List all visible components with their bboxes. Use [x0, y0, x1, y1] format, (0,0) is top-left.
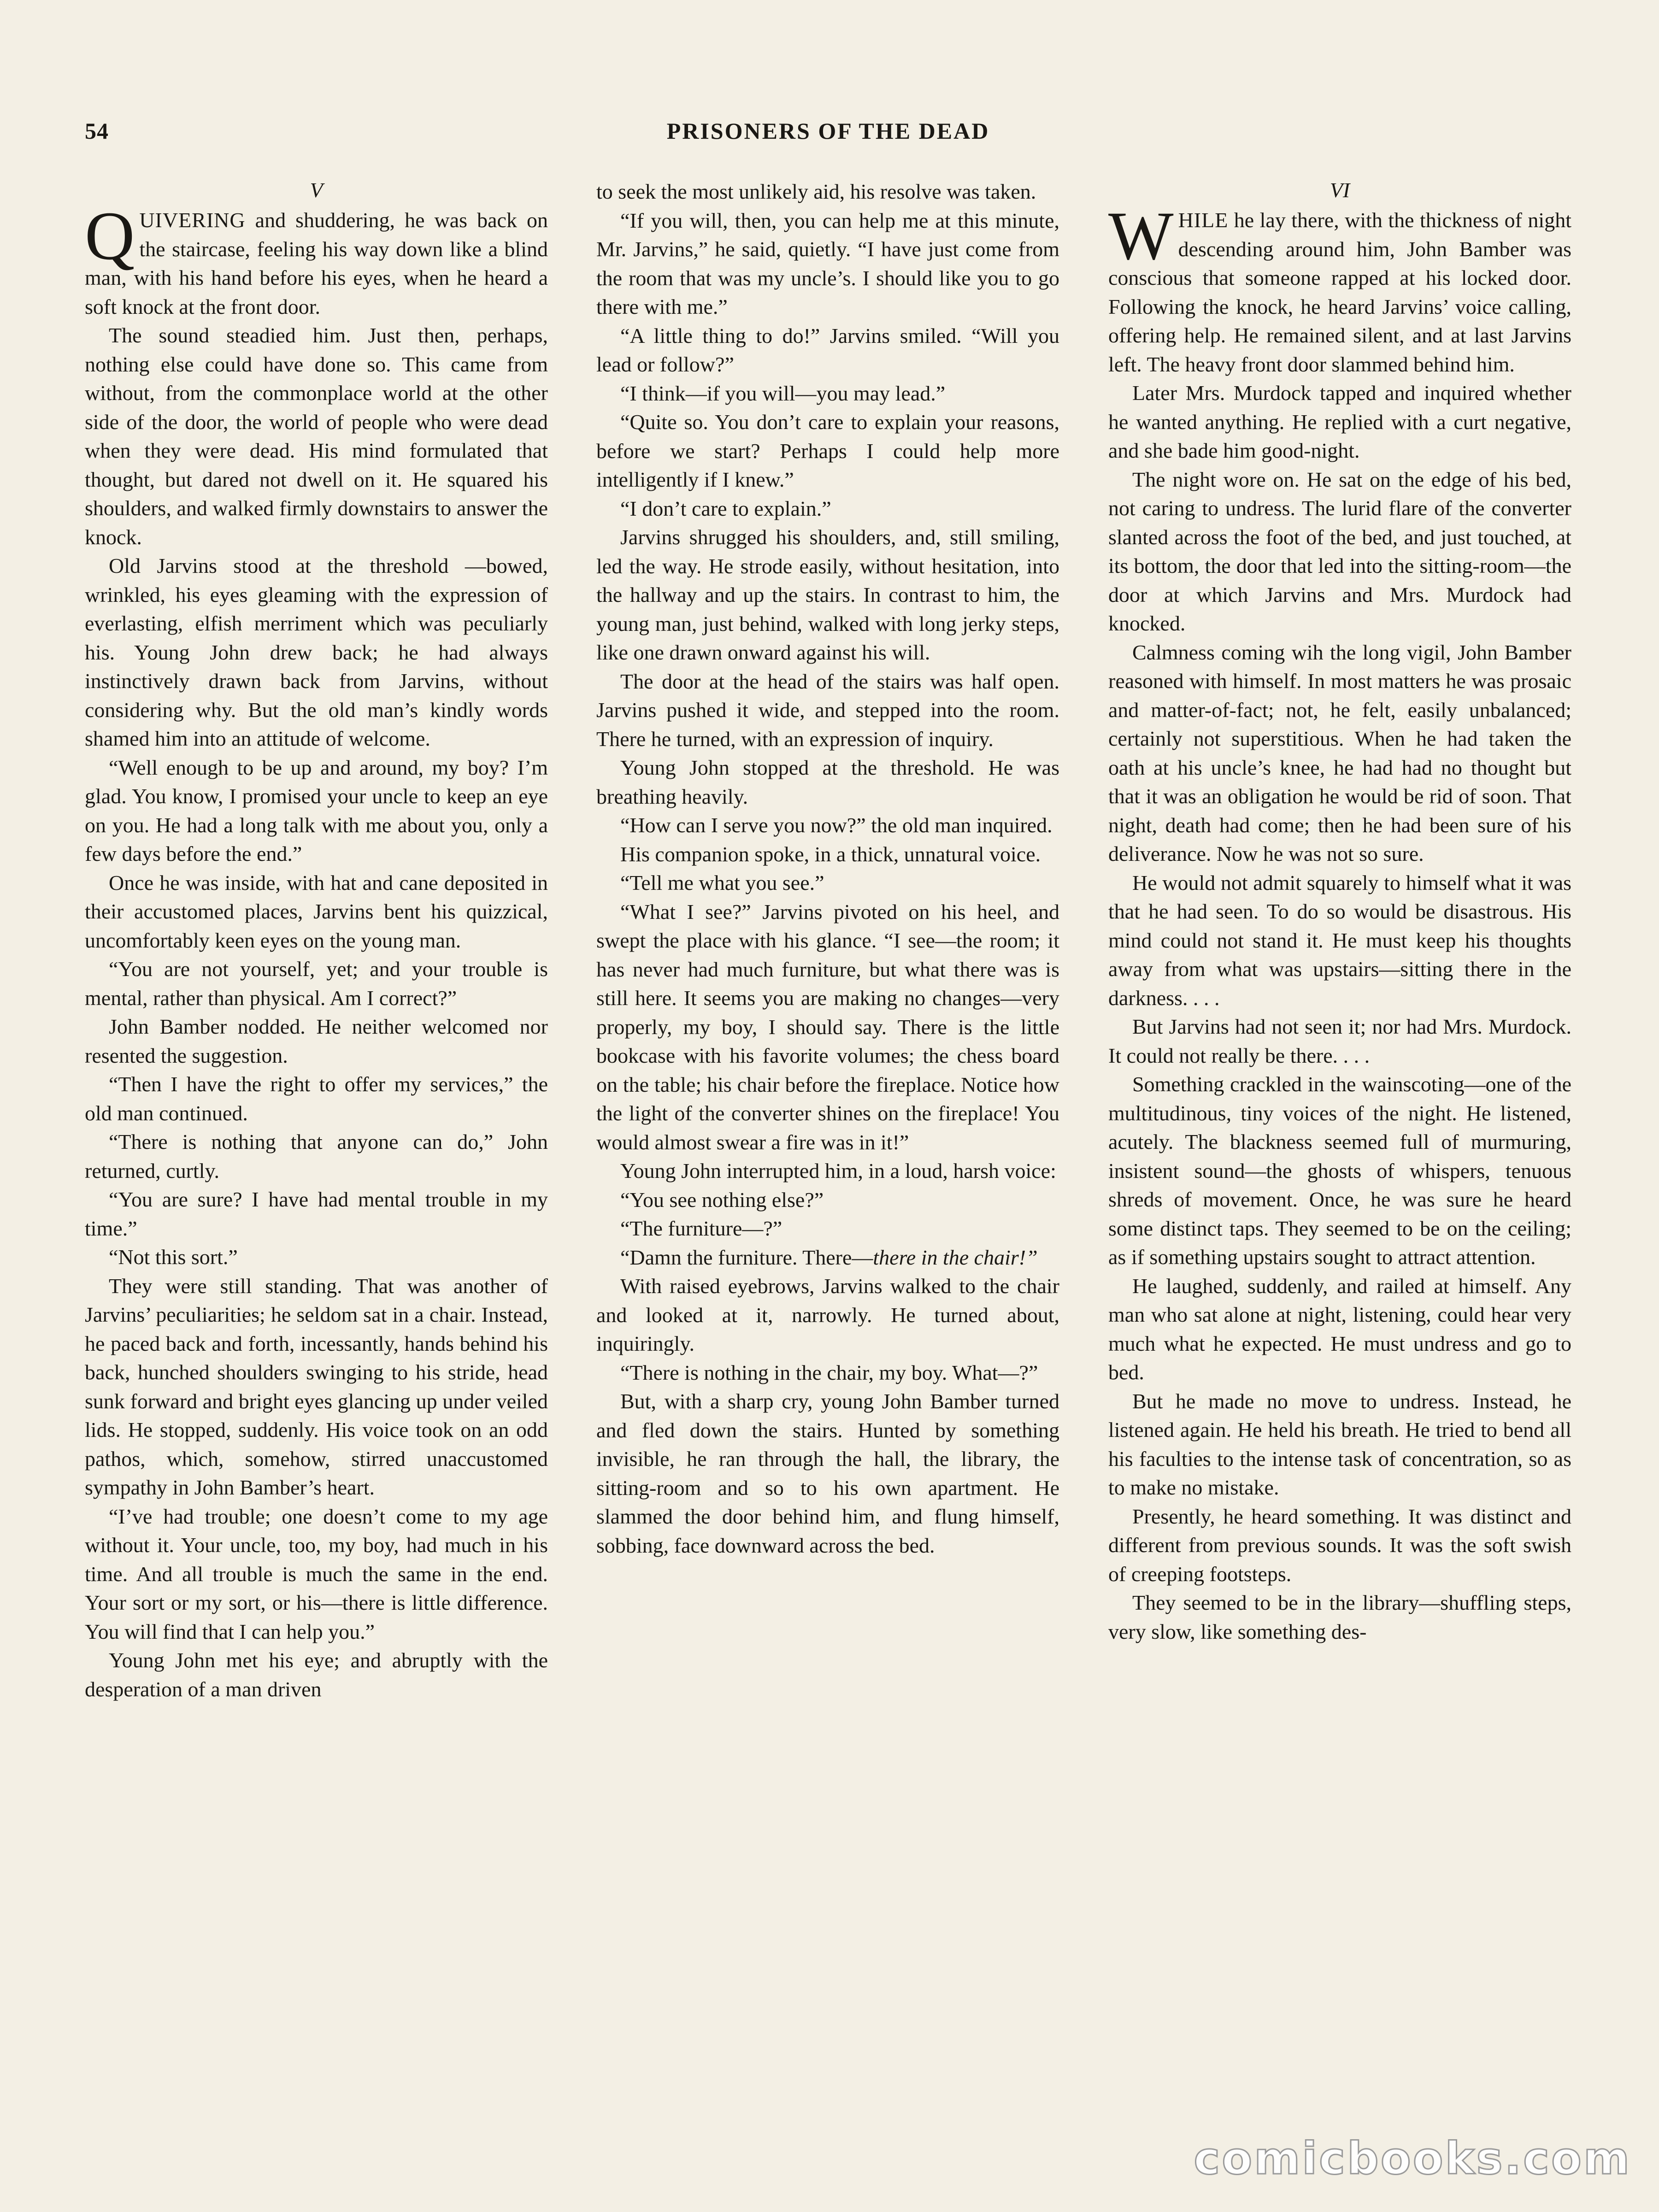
paragraph: “There is nothing in the chair, my boy. What—?”	[620, 1360, 1038, 1384]
paragraph: The sound steadied him. Just then, perhaps, nothing else could have done so. This came from without, from the commonplace world at the other side of the door, the world of people who were dead when they were dead. His mind formulated that thought, but dared not dwell on it. He squared his shoulders, and walked firmly downstairs to answer the knock.	[85, 324, 548, 549]
running-title: PRISONERS OF THE DEAD	[666, 118, 990, 144]
paragraph: He would not admit squarely to himself what it was that he had seen. To do so would be disastrous. His mind could not stand it. He must keep his thoughts away from what was upstairs—sitting there in the darkness. . . .	[1108, 871, 1571, 1010]
paragraph: to seek the most unlikely aid, his resolve was taken.	[596, 180, 1036, 203]
paragraph: Calmness coming wih the long vigil, John Bamber reasoned with himself. In most matters he was prosaic and matter-of-fact; not, he felt, easily unbalanced; certainly not superstitious. When he had taken the oath at his uncle’s knee, he had had no thought but that it was an obligation he would be rid of soon. That night, death had come; then he had been sure of his deliverance. Now he was not so sure.	[1108, 640, 1571, 865]
section-heading-vi: VI	[1330, 178, 1350, 202]
paragraph: Old Jarvins stood at the threshold —bowed, wrinkled, his eyes gleaming with the expression of everlasting, elfish merriment which was peculiarly his. Young John drew back; he had always instinctively drawn back from Jarvins, without considering why. But the old man’s kindly words shamed him into an attitude of welcome.	[85, 554, 548, 750]
paragraph-text: and shuddering, he was back on the staircase, feeling his way down like a blind man, with his hand before his eyes, when he heard a soft knock at the front door.	[85, 208, 548, 318]
paragraph: “What I see?” Jarvins pivoted on his heel, and swept the place with his glance. “I see—the room; it has never had much furniture, but what there was is still here. It seems you are making no changes—very properly, my boy, I should say. There is the little bookcase with his favorite volumes; the chess board on the table; his chair before the fireplace. Notice how the light of the converter shines on the fireplace! You would almost swear a fire was in it!”	[596, 900, 1059, 1154]
paragraph: “You see nothing else?”	[620, 1188, 824, 1212]
paragraph: Something crackled in the wainscoting—one of the multitudinous, tiny voices of the night. He listened, acutely. The blackness seemed full of murmuring, insistent sound—the ghosts of whispers, tenuous shreds of movement. Once, he was sure he heard some distinct taps. They seemed to be on the ceiling; as if something upstairs sought to attract attention.	[1108, 1072, 1571, 1269]
paragraph: Jarvins shrugged his shoulders, and, still smiling, led the way. He strode easily, without hesitation, into the hallway and up the stairs. In contrast to him, the young man, just behind, walked with long jerky steps, like one drawn onward against his will.	[596, 525, 1059, 664]
paragraph: “You are sure? I have had mental trouble in my time.”	[85, 1188, 548, 1240]
paragraph: “Not this sort.”	[109, 1245, 238, 1269]
paragraph-text: “Damn the furniture. There—	[620, 1245, 873, 1269]
paragraph: The door at the head of the stairs was half open. Jarvins pushed it wide, and stepped into the room. There he turned, with an expression of inquiry.	[596, 669, 1059, 751]
paragraph: Young John stopped at the threshold. He was breathing heavily.	[596, 756, 1059, 808]
paragraph: “I’ve had trouble; one doesn’t come to my age without it. Your uncle, too, my boy, had much in his time. And all trouble is much the same in the end. Your sort or my sort, or his—there is little difference. You will find that I can help you.”	[85, 1504, 548, 1643]
paragraph: But he made no move to undress. Instead, he listened again. He held his breath. He tried to bend all his faculties to the intense task of concentration, so as to make no mistake.	[1108, 1389, 1571, 1499]
paragraph: The night wore on. He sat on the edge of his bed, not caring to undress. The lurid flare of the converter slanted across the foot of the bed, and just touched, at its bottom, the door that led into the sitting-room—the door at which Jarvins and Mrs. Murdock had knocked.	[1108, 467, 1571, 635]
paragraph: John Bamber nodded. He neither welcomed nor resented the suggestion.	[85, 1015, 548, 1067]
first-word-caps: HILE	[1178, 208, 1229, 232]
paragraph: He laughed, suddenly, and railed at himself. Any man who sat alone at night, listening, could hear very much what he expected. He must undress and go to bed.	[1108, 1274, 1571, 1384]
paragraph: Young John interrupted him, in a loud, harsh voice:	[620, 1159, 1056, 1182]
paragraph: His companion spoke, in a thick, unnatural voice.	[620, 842, 1041, 866]
drop-cap: Q	[85, 198, 135, 274]
paragraph: But Jarvins had not seen it; nor had Mrs. Murdock. It could not really be there. . . .	[1108, 1015, 1571, 1067]
paragraph: “A little thing to do!” Jarvins smiled. “Will you lead or follow?”	[596, 324, 1059, 376]
paragraph: “Quite so. You don’t care to explain your reasons, before we start? Perhaps I could help more intelligently if I knew.”	[596, 410, 1059, 491]
paragraph: They were still standing. That was another of Jarvins’ peculiarities; he seldom sat in a chair. Instead, he paced back and forth, incessantly, hands behind his back, hunched shoulders swinging to his stride, head sunk forward and bright eyes glancing up under veiled lids. He stopped, suddenly. His voice took on an odd pathos, which, somehow, stirred unaccustomed sympathy in John Bamber’s heart.	[85, 1274, 548, 1499]
paragraph: “If you will, then, you can help me at this minute, Mr. Jarvins,” he said, quietly. “I have just come from the room that was my uncle’s. I should like you to go there with me.”	[596, 208, 1059, 318]
page-header	[85, 118, 1571, 154]
paragraph: “I think—if you will—you may lead.”	[620, 381, 946, 405]
paragraph: “You are not yourself, yet; and your trouble is mental, rather than physical. Am I correct?”	[85, 957, 548, 1010]
text-columns	[85, 177, 1571, 2113]
first-word-caps: UIVERING	[139, 208, 246, 232]
column-3	[1108, 177, 1571, 2113]
paragraph	[85, 198, 548, 321]
watermark-logo: comicbooks.com	[1194, 2133, 1631, 2184]
paragraph: Once he was inside, with hat and cane deposited in their accustomed places, Jarvins bent his quizzical, uncomfortably keen eyes on the young man.	[85, 871, 548, 952]
paragraph	[596, 1243, 1059, 1272]
paragraph: “I don’t care to explain.”	[620, 496, 831, 520]
paragraph: “Then I have the right to offer my services,” the old man continued.	[85, 1072, 548, 1125]
paragraph: “Well enough to be up and around, my boy? I’m glad. You know, I promised your uncle to keep an eye on you. He had a long talk with me about you, only a few days before the end.”	[85, 755, 548, 865]
italic-emphasis: there in the chair!”	[873, 1245, 1038, 1269]
paragraph	[1108, 198, 1571, 379]
paragraph: Young John met his eye; and abruptly with the desperation of a man driven	[85, 1648, 548, 1701]
paragraph: Presently, he heard something. It was distinct and different from previous sounds. It was the soft swish of creeping footsteps.	[1108, 1504, 1571, 1586]
paragraph: Later Mrs. Murdock tapped and inquired whether he wanted anything. He replied with a curt negative, and she bade him good-night.	[1108, 381, 1571, 462]
section-heading-v: V	[310, 178, 323, 202]
column-2	[596, 177, 1059, 2113]
paragraph: With raised eyebrows, Jarvins walked to the chair and looked at it, narrowly. He turned about, inquiringly.	[596, 1274, 1059, 1355]
paragraph: “There is nothing that anyone can do,” John returned, curtly.	[85, 1130, 548, 1182]
paragraph: “Tell me what you see.”	[620, 871, 824, 894]
paragraph: “How can I serve you now?” the old man inquired.	[620, 813, 1053, 837]
paragraph: “The furniture—?”	[620, 1217, 782, 1240]
paragraph: But, with a sharp cry, young John Bamber turned and fled down the stairs. Hunted by something invisible, he ran through the hall, the library, the sitting-room and so to his own apartment. He slammed the door behind him, and flung himself, sobbing, face downward across the bed.	[596, 1389, 1059, 1557]
column-1	[85, 177, 548, 2113]
paragraph-text: he lay there, with the thickness of night descending around him, John Bamber was conscious that someone rapped at his locked door. Following the knock, he heard Jarvins’ voice calling, offering help. He remained silent, and at last Jarvins left. The heavy front door slammed behind him.	[1108, 208, 1571, 376]
page-number: 54	[85, 118, 109, 144]
drop-cap: W	[1108, 198, 1174, 274]
paragraph: They seemed to be in the library—shuffling steps, very slow, like something des-	[1108, 1591, 1571, 1643]
